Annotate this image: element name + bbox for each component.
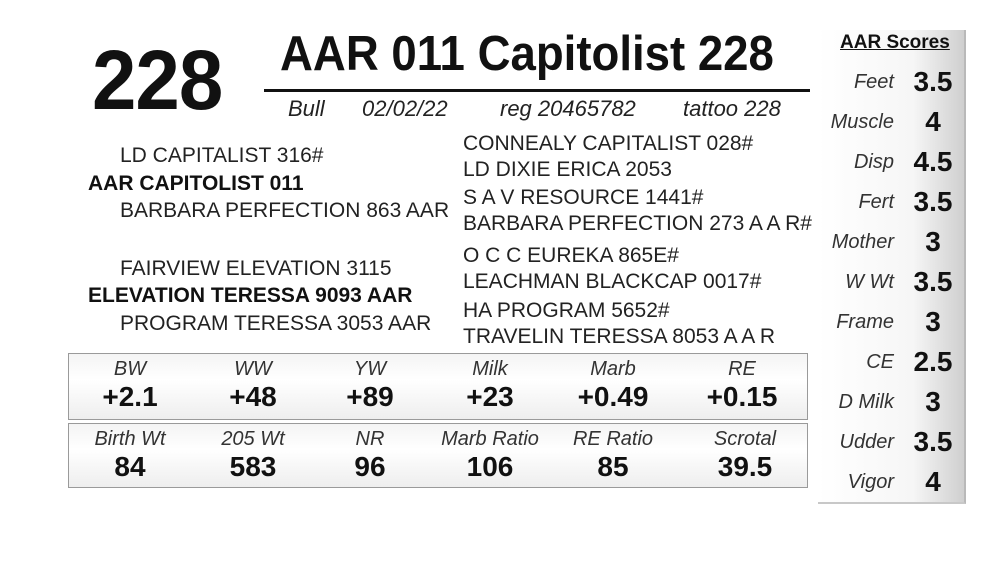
score-label: W Wt xyxy=(845,271,894,293)
perf-scrotal xyxy=(685,428,805,483)
score-feet xyxy=(818,58,964,98)
score-muscle xyxy=(818,98,964,138)
pedigree-sire-sire: LD CAPITALIST 316# xyxy=(120,144,324,167)
epd-bw xyxy=(70,358,190,413)
score-mother xyxy=(818,218,964,258)
score-w-wt xyxy=(818,258,964,298)
pedigree-dam-sire: FAIRVIEW ELEVATION 3115 xyxy=(120,257,392,280)
perf-label: 205 Wt xyxy=(221,428,285,450)
score-label: Fert xyxy=(858,191,894,213)
perf-value: 84 xyxy=(114,451,146,482)
perf-marb-ratio xyxy=(430,428,550,483)
perf-nr xyxy=(310,428,430,483)
score-value: 3.5 xyxy=(913,266,953,297)
epd-value: +89 xyxy=(346,381,394,412)
perf-label: RE Ratio xyxy=(572,428,654,450)
score-label: Muscle xyxy=(830,111,894,133)
score-value: 3.5 xyxy=(913,186,953,217)
score-label: Udder xyxy=(839,431,894,453)
animal-name: AAR 011 Capitolist 228 xyxy=(280,27,774,81)
epd-label: WW xyxy=(234,358,272,380)
perf-label: Marb Ratio xyxy=(441,428,539,450)
pedigree-dss: O C C EUREKA 865E# xyxy=(463,244,679,267)
registration-number: reg 20465782 xyxy=(500,96,636,121)
epd-label: Milk xyxy=(472,358,508,380)
pedigree-sire-dam: BARBARA PERFECTION 863 AAR xyxy=(120,199,450,222)
perf-label: NR xyxy=(355,428,385,450)
pedigree-sss: CONNEALY CAPITALIST 028# xyxy=(463,132,754,155)
score-value: 4 xyxy=(925,466,941,497)
score-udder xyxy=(818,418,964,458)
epd-label: Marb xyxy=(590,358,636,380)
score-d-milk xyxy=(818,378,964,418)
score-label: D Milk xyxy=(838,391,894,413)
score-label: CE xyxy=(866,351,894,373)
score-value: 3 xyxy=(925,226,941,257)
epd-value: +0.15 xyxy=(706,381,778,412)
score-value: 3 xyxy=(925,306,941,337)
score-value: 4 xyxy=(925,106,941,137)
perf-label: Scrotal xyxy=(713,428,777,450)
perf-value: 583 xyxy=(229,451,277,482)
epd-value: +48 xyxy=(229,381,277,412)
epd-label: YW xyxy=(353,358,387,380)
perf-value: 39.5 xyxy=(717,451,773,482)
epd-value: +23 xyxy=(466,381,514,412)
score-label: Disp xyxy=(853,151,894,173)
pedigree-dsd: LEACHMAN BLACKCAP 0017# xyxy=(463,270,762,293)
epd-value: +0.49 xyxy=(577,381,649,412)
score-vigor xyxy=(818,458,964,498)
pedigree-ddd: TRAVELIN TERESSA 8053 A A R xyxy=(463,325,776,348)
perf-birth-wt xyxy=(70,428,190,483)
epd-ww xyxy=(193,358,313,413)
epd-value: +2.1 xyxy=(102,381,158,412)
epd-label: RE xyxy=(728,358,756,380)
epd-label: BW xyxy=(113,358,147,380)
perf-re-ratio xyxy=(553,428,673,483)
title-underline xyxy=(264,89,810,92)
pedigree-sdd: BARBARA PERFECTION 273 A A R# xyxy=(463,212,812,235)
lot-number: 228 xyxy=(92,33,223,127)
score-disp xyxy=(818,138,964,178)
pedigree-sire: AAR CAPITOLIST 011 xyxy=(88,172,304,195)
score-value: 3.5 xyxy=(913,426,953,457)
pedigree-ssd: LD DIXIE ERICA 2053 xyxy=(463,158,672,181)
score-ce xyxy=(818,338,964,378)
score-fert xyxy=(818,178,964,218)
aar-scores-title: AAR Scores xyxy=(840,32,950,53)
score-label: Mother xyxy=(831,231,894,253)
pedigree-dam-dam: PROGRAM TERESSA 3053 AAR xyxy=(120,312,432,335)
perf-value: 85 xyxy=(597,451,629,482)
score-label: Frame xyxy=(836,311,894,333)
score-value: 4.5 xyxy=(913,146,953,177)
birth-date: 02/02/22 xyxy=(362,96,448,121)
score-value: 3 xyxy=(925,386,941,417)
epd-yw xyxy=(310,358,430,413)
epd-milk xyxy=(430,358,550,413)
epd-re xyxy=(682,358,802,413)
score-label: Vigor xyxy=(847,471,894,493)
score-label: Feet xyxy=(853,71,894,93)
perf-label: Birth Wt xyxy=(94,428,166,450)
epd-marb xyxy=(553,358,673,413)
perf-value: 96 xyxy=(354,451,386,482)
pedigree-dam: ELEVATION TERESSA 9093 AAR xyxy=(88,284,413,307)
sex: Bull xyxy=(288,96,325,121)
perf-value: 106 xyxy=(466,451,514,482)
score-frame xyxy=(818,298,964,338)
perf-205-wt xyxy=(193,428,313,483)
pedigree-sds: S A V RESOURCE 1441# xyxy=(463,186,704,209)
pedigree-dds: HA PROGRAM 5652# xyxy=(463,299,670,322)
tattoo: tattoo 228 xyxy=(683,96,781,121)
score-value: 3.5 xyxy=(913,66,953,97)
score-value: 2.5 xyxy=(913,346,953,377)
